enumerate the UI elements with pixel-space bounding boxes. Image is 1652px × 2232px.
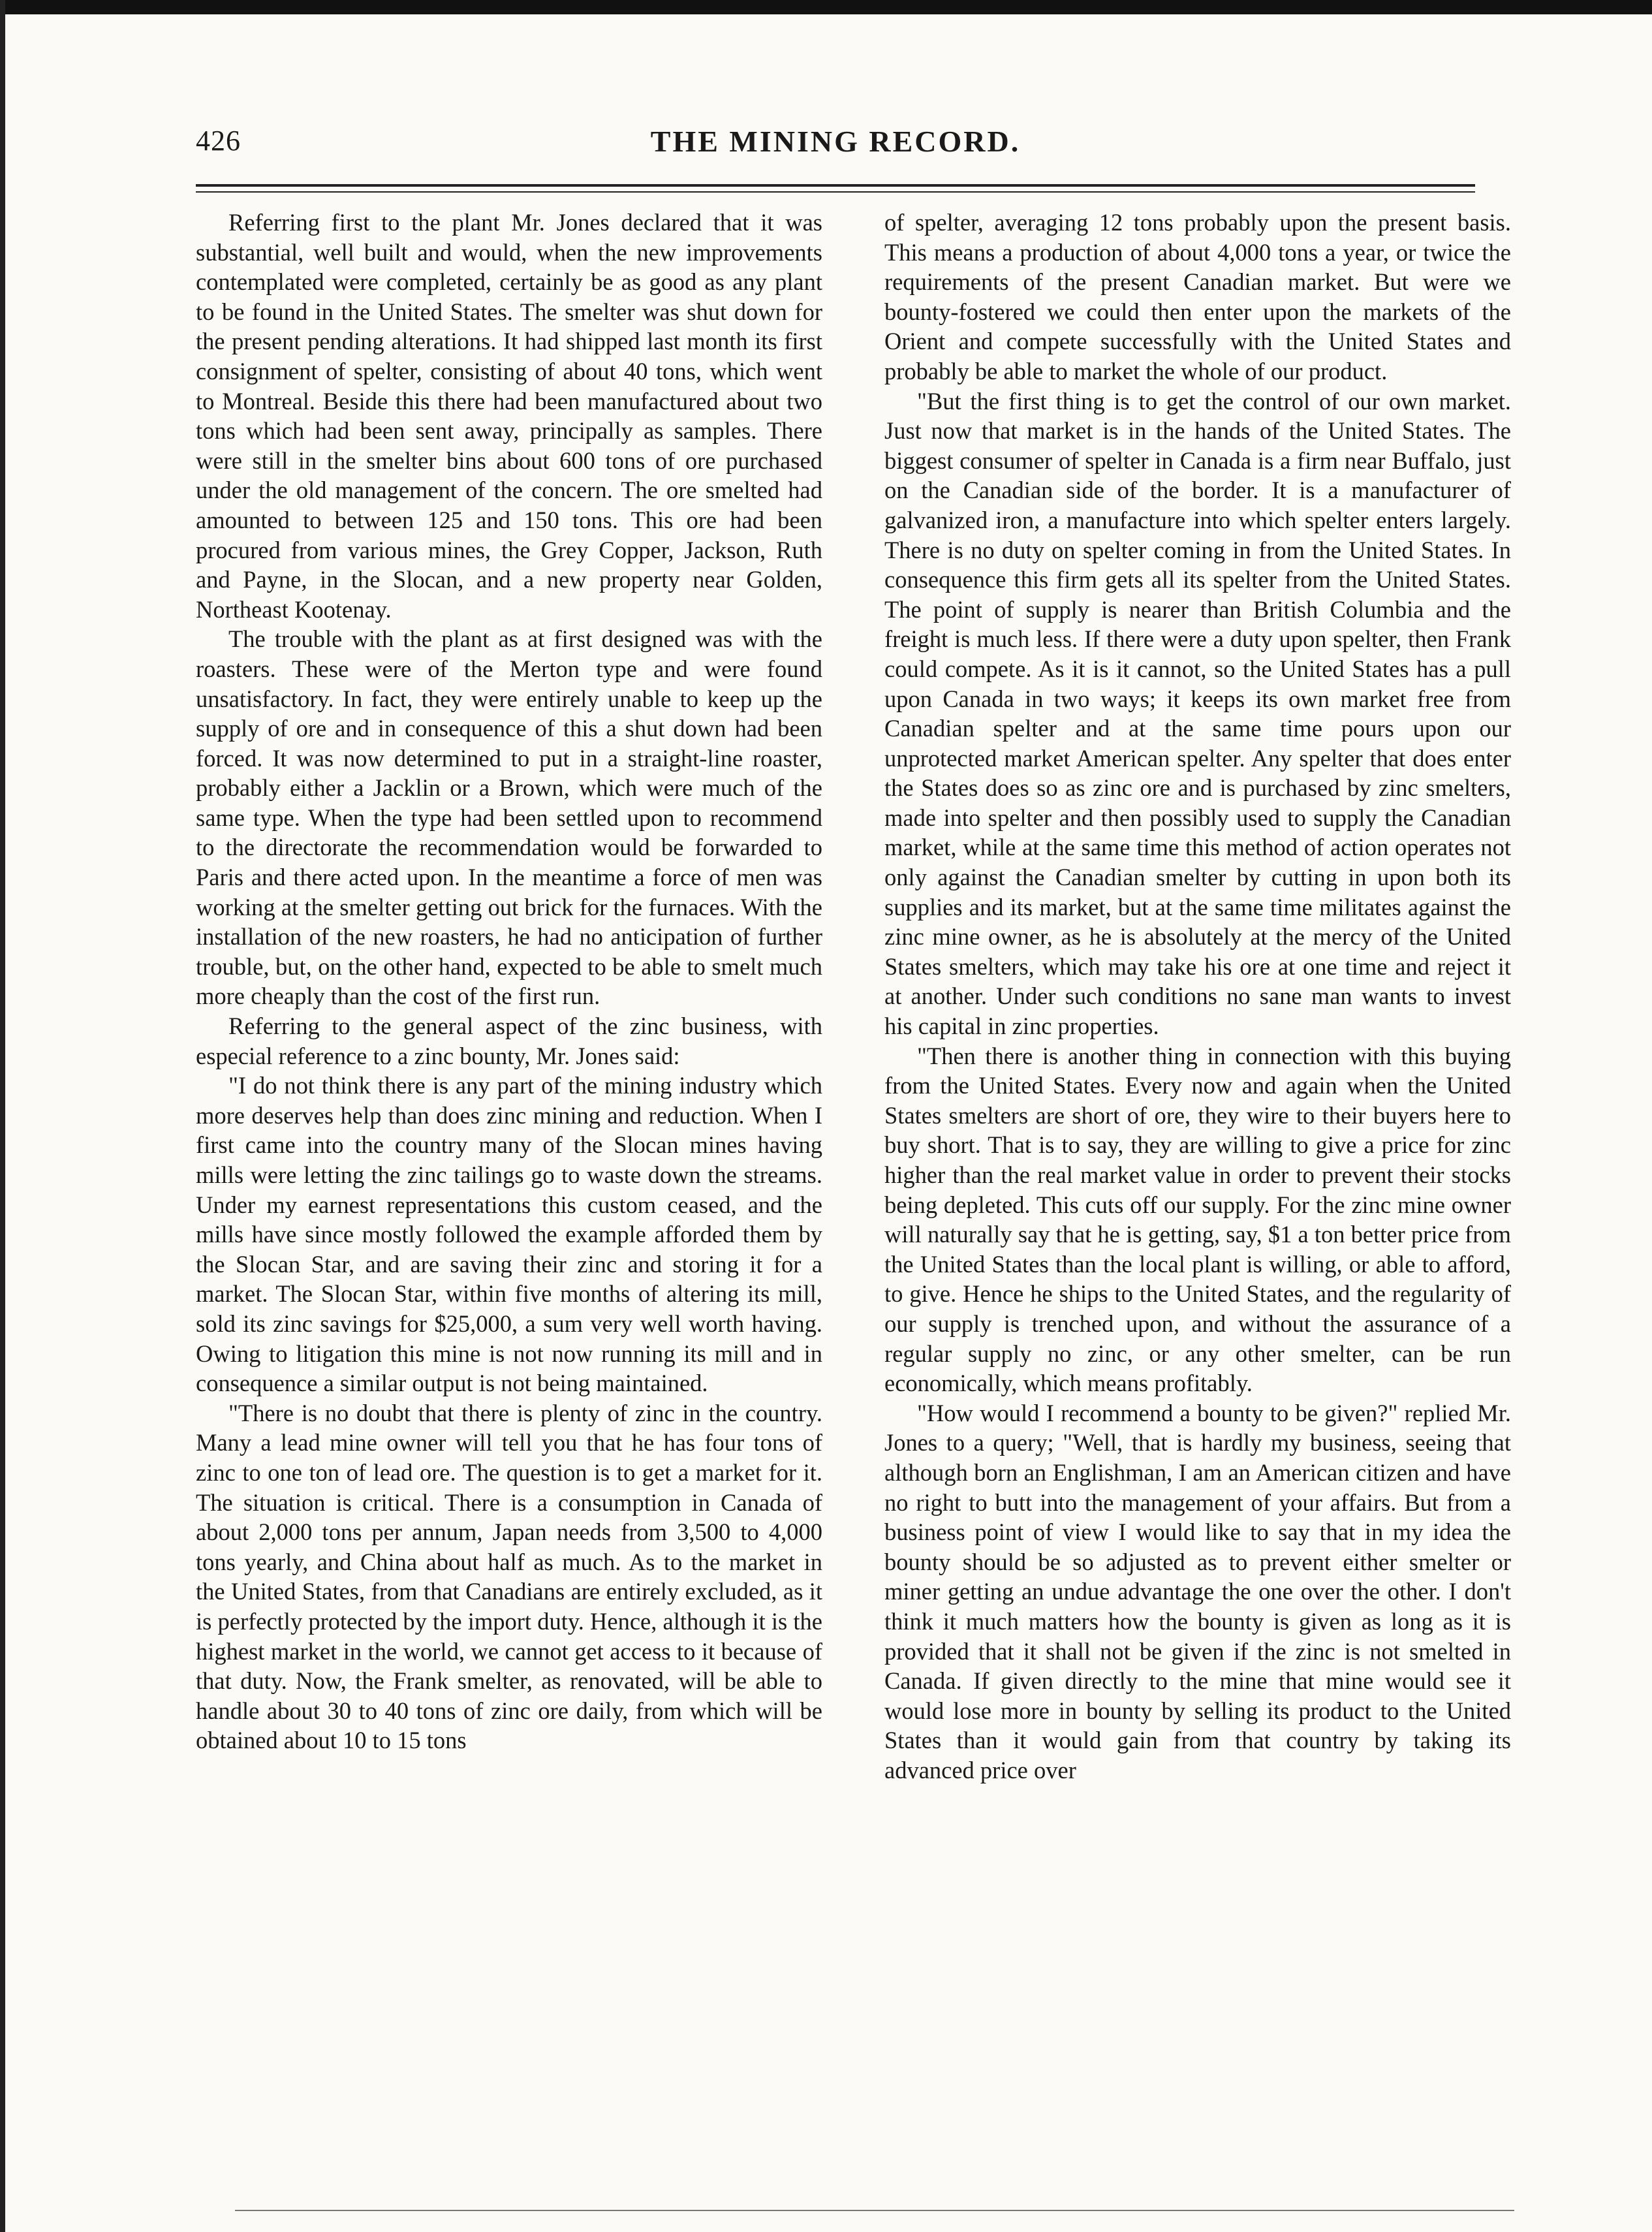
left-scan-edge	[0, 0, 5, 2232]
bottom-scan-line	[235, 2210, 1514, 2211]
paragraph: "Then there is another thing in connection with this buying from the United States. Every now and again when the United States smelters are short of ore, they wire to their buyers here to buy short. That is to say, they are willing to give a price for zinc higher than the real market value in order to prevent their stocks being depleted. This cuts off our supply. For the zinc mine owner will naturally say that he is getting, say, $1 a ton better price from the United States than the local plant is willing, or able to afford, to give. Hence he ships to the United States, and the regularity of our supply is trenched upon, and without the assurance of a regular supply no zinc, or any other smelter, can be run economically, which means profitably.	[884, 1042, 1511, 1397]
paragraph: The trouble with the plant as at first designed was with the roasters. These were of the Merton type and were found unsatisfactory. In fact, they were entirely unable to keep up the supply of ore and in consequence of this a shut down had been forced. It was now determined to put in a straight-line roaster, probably either a Jacklin or a Brown, which were much of the same type. When the type had been settled upon to recommend to the directorate the recommendation would be forwarded to Paris and there acted upon. In the meantime a force of men was working at the smelter getting out brick for the furnaces. With the installation of the new roasters, he had no anticipation of further trouble, but, on the other hand, expected to be able to smelt much more cheaply than the cost of the first run.	[196, 625, 822, 1010]
page-number: 426	[196, 125, 241, 157]
paragraph: "There is no doubt that there is plenty of zinc in the country. Many a lead mine owner will tell you that he has four tons of zinc to one ton of lead ore. The question is to get a market for it. The situation is critical. There is a consumption in Canada of about 2,000 tons per annum, Japan needs from 3,500 to 4,000 tons yearly, and China about half as much. As to the market in the United States, from that Canadians are entirely excluded, as it is perfectly protected by the import duty. Hence, although it is the highest market in the world, we cannot get access to it because of that duty. Now, the Frank smelter, as renovated, will be able to handle about 30 to 40 tons of zinc ore daily, from which will be obtained about 10 to 15 tons	[196, 1399, 822, 1754]
paragraph: Referring to the general aspect of the zinc business, with especial reference to a zinc bounty, Mr. Jones said:	[196, 1013, 822, 1069]
left-column	[196, 208, 822, 2173]
top-border	[0, 0, 1652, 14]
header-rule-thick	[196, 184, 1475, 187]
paragraph: Referring first to the plant Mr. Jones declared that it was substantial, well built and would, when the new improvements contemplated were completed, certainly be as good as any plant to be found in the United States. The smelter was shut down for the present pending alterations. It had shipped last month its first consignment of spelter, consisting of about 40 tons, which went to Montreal. Beside this there had been manufactured about two tons which had been sent away, principally as samples. There were still in the smelter bins about 600 tons of ore purchased under the old management of the concern. The ore smelted had amounted to between 125 and 150 tons. This ore had been procured from various mines, the Grey Copper, Jackson, Ruth and Payne, in the Slocan, and a new property near Golden, Northeast Kootenay.	[196, 209, 822, 623]
paragraph: "I do not think there is any part of the mining industry which more deserves help than does zinc mining and reduction. When I first came into the country many of the Slocan mines having mills were letting the zinc tailings go to waste down the streams. Under my earnest representations this custom ceased, and the mills have since mostly followed the example afforded them by the Slocan Star, and are saving their zinc and storing it for a market. The Slocan Star, within five months of altering its mill, sold its zinc savings for $25,000, a sum very well worth having. Owing to litigation this mine is not now running its mill and in consequence a similar output is not being maintained.	[196, 1072, 822, 1397]
header-rule-thin	[196, 191, 1475, 193]
paragraph: "But the first thing is to get the control of our own market. Just now that market is in the hands of the United States. The biggest consumer of spelter in Canada is a firm near Buffalo, just on the Canadian side of the border. It is a manufacturer of galvanized iron, a manufacture into which spelter enters largely. There is no duty on spelter coming in from the United States. In consequence this firm gets all its spelter from the United States. The point of supply is nearer than British Columbia and the freight is much less. If there were a duty upon spelter, then Frank could compete. As it is it cannot, so the United States has a pull upon Canada in two ways; it keeps its own market free from Canadian spelter and at the same time pours upon our unprotected market American spelter. Any spelter that does enter the States does so as zinc ore and is purchased by zinc smelters, made into spelter and then possibly used to supply the Canadian market, while at the same time this method of action operates not only against the Canadian smelter by cutting in upon both its supplies and its market, but at the same time militates against the zinc mine owner, as he is absolutely at the mercy of the United States smelters, which may take his ore at one time and reject it at another. Under such conditions no sane man wants to invest his capital in zinc properties.	[884, 387, 1511, 1040]
paragraph-continued: of spelter, averaging 12 tons probably upon the present basis. This means a production of about 4,000 tons a year, or twice the requirements of the present Canadian market. But were we bounty-fostered we could then enter upon the markets of the Orient and compete successfully with the United States and probably be able to market the whole of our product.	[884, 209, 1511, 385]
journal-title: THE MINING RECORD.	[650, 125, 1021, 158]
right-column	[884, 208, 1511, 2173]
paragraph: "How would I recommend a bounty to be given?" replied Mr. Jones to a query; "Well, that is hardly my business, seeing that although born an Englishman, I am an American citizen and have no right to butt into the management of your affairs. But from a business point of view I would like to say that in my idea the bounty should be so adjusted as to prevent either smelter or miner getting an undue advantage the one over the other. I don't think it much matters how the bounty is given as long as it is provided that it shall not be given if the zinc is not smelted in Canada. If given directly to the mine that mine would see it would lose more in bounty by selling its product to the United States than it would gain from that country by taking its advanced price over	[884, 1399, 1511, 1784]
page-header	[196, 124, 1475, 176]
